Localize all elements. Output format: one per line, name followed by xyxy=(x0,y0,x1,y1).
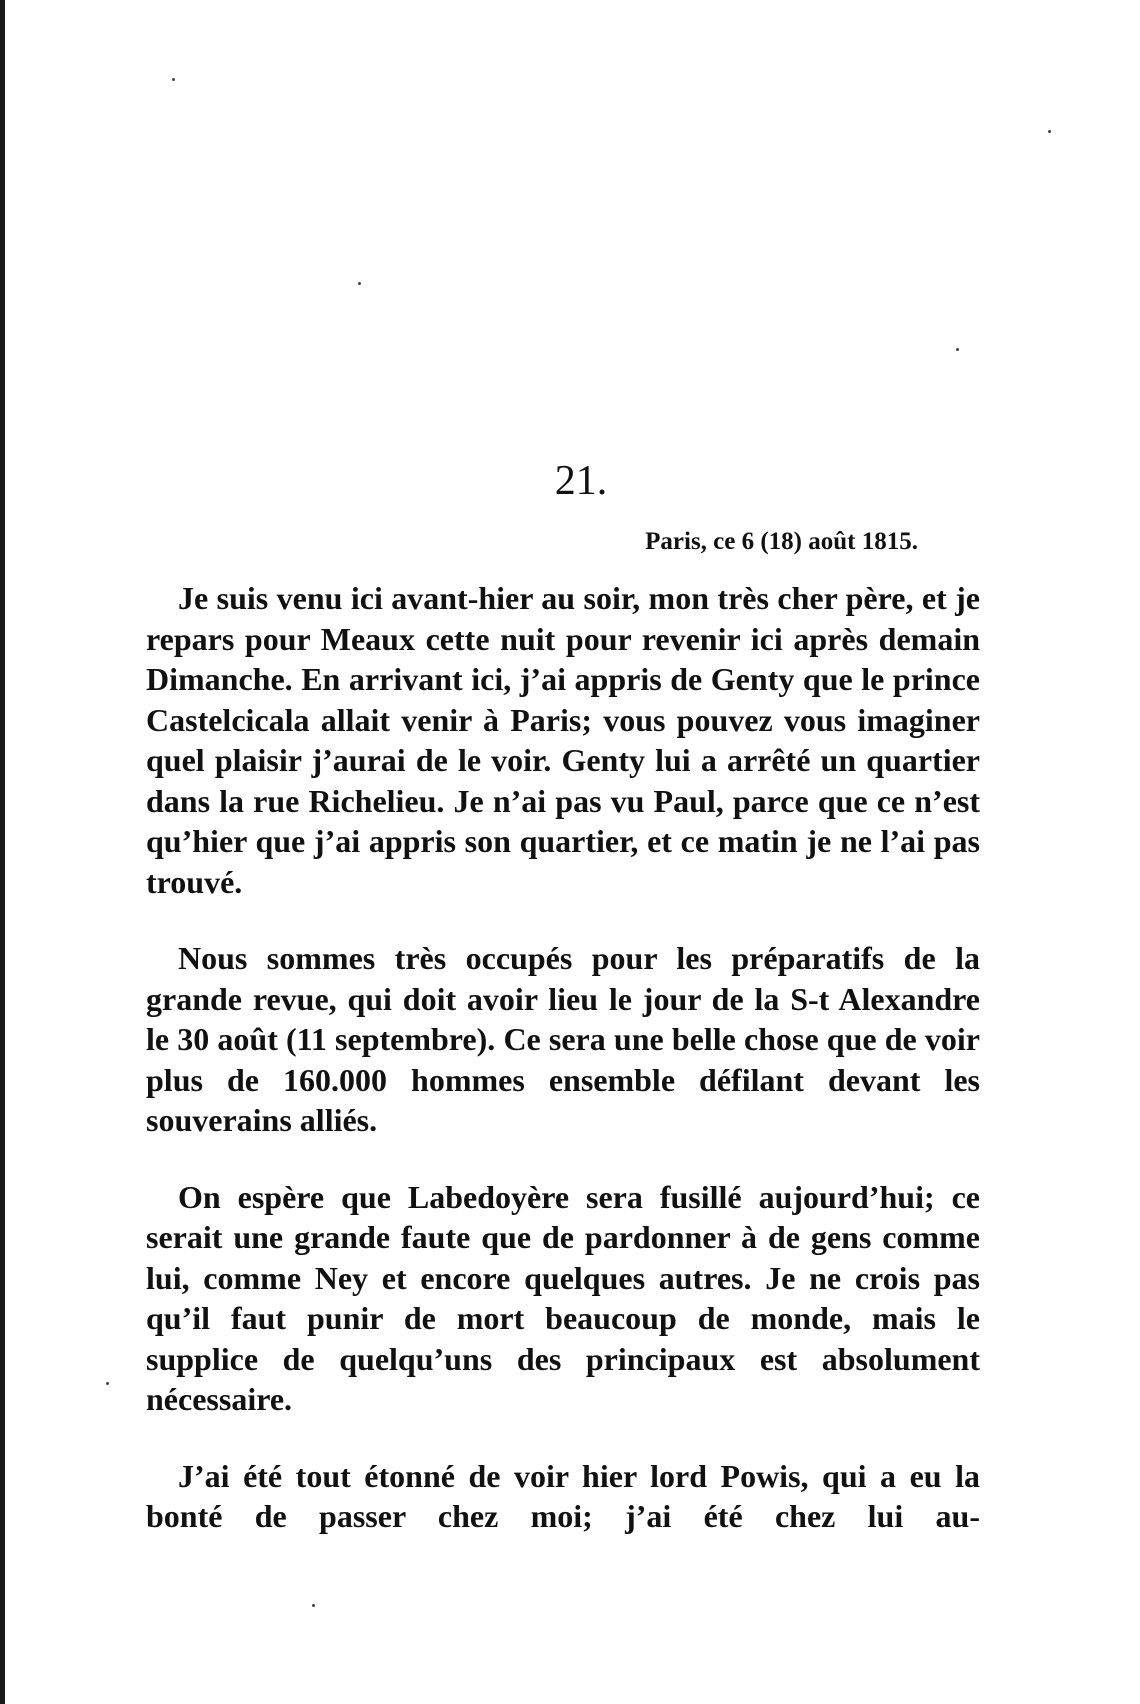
paragraph-1: Je suis venu ici avant-hier au soir, mon très cher père, et je repars pour Meaux cette nuit pour revenir ici après demain Dimanche. En arrivant ici, j’ai appris de Genty que le prince Castelcicala allait venir à Paris; vous pouvez vous imaginer quel plaisir j’aurai de le voir. Genty lui a arrêté un quartier dans la rue Richelieu. Je n’ai pas vu Paul, parce que ce n’est qu’hier que j’ai appris son quartier, et ce matin je ne l’ai pas trouvé. xyxy=(146,580,980,900)
page-edge-shadow xyxy=(0,0,5,1704)
paragraph-4: J’ai été tout étonné de voir hier lord Powis, qui a eu la bonté de passer chez moi; j’ai été chez lui au- xyxy=(146,1457,980,1534)
letter-dateline: Paris, ce 6 (18) août 1815. xyxy=(645,528,918,555)
letter-body xyxy=(146,578,980,1573)
letter-number: 21. xyxy=(554,458,608,504)
print-speck xyxy=(1048,130,1051,133)
print-speck xyxy=(358,282,361,285)
print-speck xyxy=(956,348,959,351)
paragraph-2: Nous sommes très occupés pour les préparatifs de la grande revue, qui doit avoir lieu le jour de la S-t Alexandre le 30 août (11 septembre). Ce sera une belle chose que de voir plus de 160.000 hommes ensemble défilant devant les souverains alliés. xyxy=(146,940,980,1138)
print-speck xyxy=(172,78,175,81)
print-speck xyxy=(106,1382,109,1385)
print-speck xyxy=(312,1604,315,1607)
paragraph-3: On espère que Labedoyère sera fusillé aujourd’hui; ce serait une grande faute que de pardonner à de gens comme lui, comme Ney et encore quelques autres. Je ne crois pas qu’il faut punir de mort beaucoup de monde, mais le supplice de quelqu’uns des principaux est absolument nécessaire. xyxy=(146,1178,980,1417)
